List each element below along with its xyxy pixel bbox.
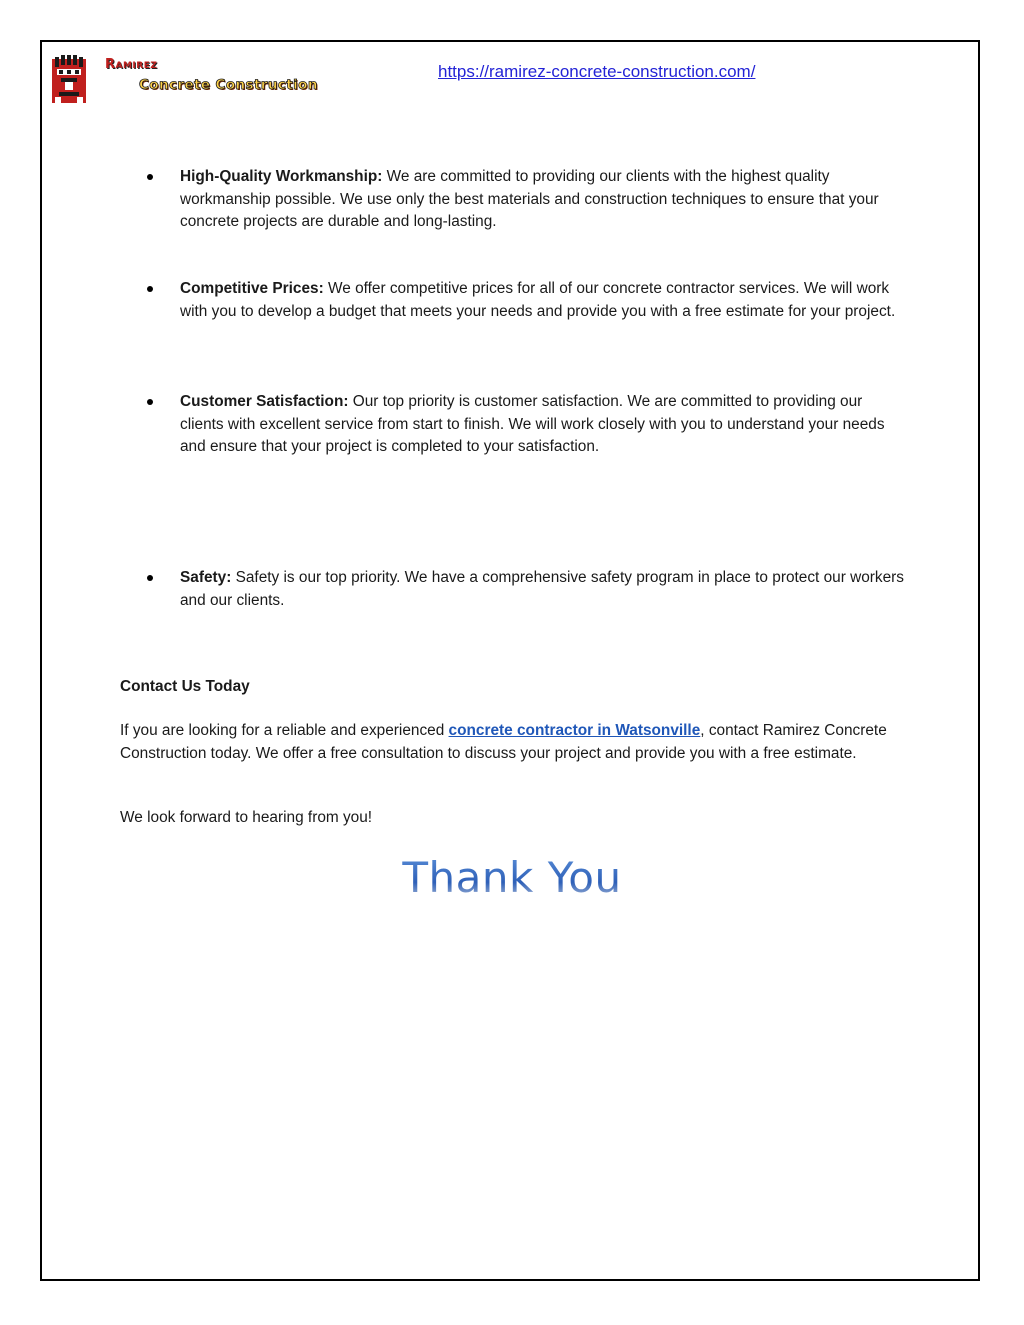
bullet-icon (147, 174, 153, 180)
contact-text-start: If you are looking for a reliable and experienced (120, 722, 449, 739)
watsonville-contractor-link[interactable]: concrete contractor in Watsonville (448, 722, 701, 739)
list-item-term: High-Quality Workmanship: (180, 168, 383, 185)
website-link[interactable]: https://ramirez-concrete-construction.com/ (438, 62, 756, 81)
closing-line: We look forward to hearing from you! (120, 809, 373, 826)
contact-heading: Contact Us Today (120, 678, 250, 695)
logo-subtitle: Concrete Construction (139, 77, 318, 93)
list-item (180, 166, 908, 234)
company-logo (49, 55, 324, 105)
bullet-icon (147, 399, 153, 405)
list-item (180, 278, 908, 323)
list-item-text: Safety is our top priority. We have a comprehensive safety program in place to protect our workers and our clients. (180, 569, 904, 609)
list-item-term: Safety: (180, 569, 232, 586)
aztec-head-icon (49, 55, 89, 105)
bullet-icon (147, 575, 153, 581)
list-item-text: We offer competitive prices for all of our concrete contractor services. We will work with you to develop a budget that meets your needs and provide you with a free estimate for your project. (180, 280, 896, 320)
list-item-term: Competitive Prices: (180, 280, 324, 297)
list-item-term: Customer Satisfaction: (180, 393, 349, 410)
bullet-icon (147, 286, 153, 292)
list-item-text: Our top priority is customer satisfaction. We are committed to providing our clients with excellent service from start to finish. We will work closely with you to understand your needs and ensure that your project is completed to your satisfaction. (180, 393, 885, 455)
thank-you-heading: Thank You (0, 853, 1024, 902)
contact-paragraph (120, 720, 900, 765)
contact-text-end: , contact Ramirez Concrete Construction today. We offer a free consultation to discuss your project and provide you with a free estimate. (120, 722, 887, 762)
list-item (180, 391, 908, 459)
list-item (180, 567, 908, 612)
logo-name: Ramirez (105, 57, 158, 72)
list-item-text: We are committed to providing our clients with the highest quality workmanship possible. We use only the best materials and construction techniques to ensure that your concrete projects are durable and long-lasting. (180, 168, 879, 230)
